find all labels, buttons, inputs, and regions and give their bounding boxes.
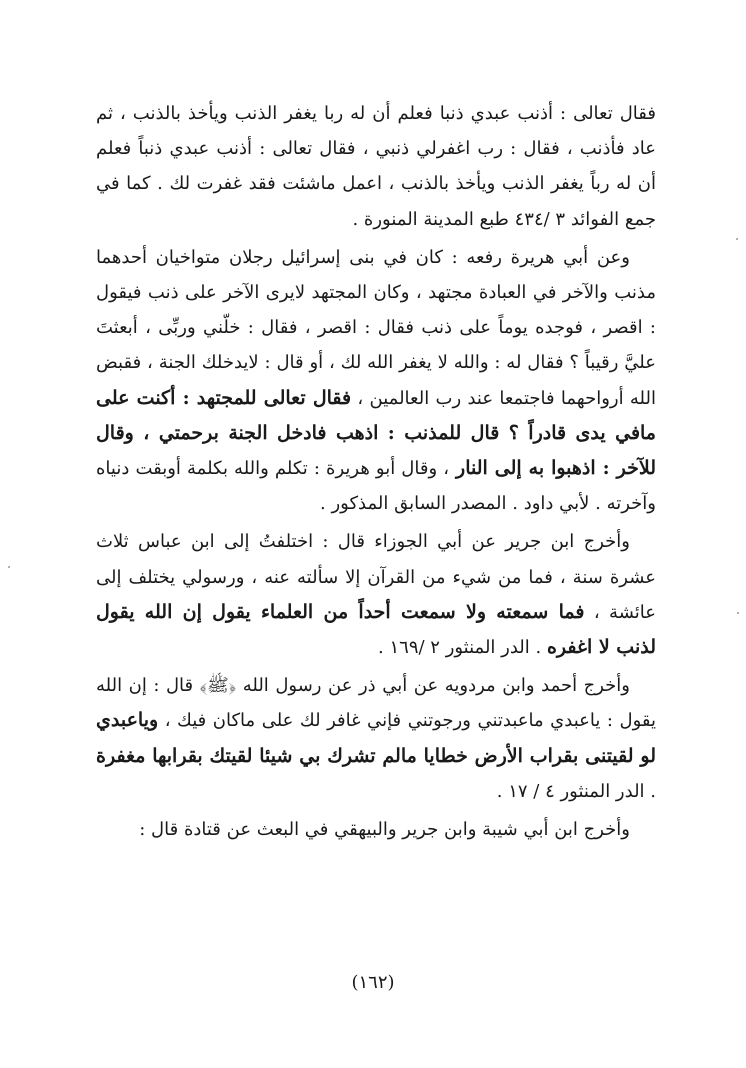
page-number: (١٦٢) [351, 972, 395, 993]
scan-speck [736, 238, 738, 240]
paragraph-3-text-a: وأخرج ابن جرير عن أبي الجوزاء قال : اختلفتُ إلى ابن عباس ثلاث عشرة سنة ، فما من شيء من القرآن إلا سألته عنه ، ورسولي يختلف إلى عائشة ، [96, 531, 656, 623]
paragraph-2 [96, 240, 656, 522]
paragraph-3 [96, 524, 656, 665]
paragraph-5 [96, 812, 656, 847]
paragraph-4-text-b: . الدر المنثور ٤ / ١٧ . [496, 780, 656, 802]
scan-speck [8, 566, 10, 568]
paragraph-2-text-b: ، وقال أبو هريرة : تكلم والله بكلمة أوبقت دنياه وآخرته . لأبي داود . المصدر السابق المذكور . [96, 458, 656, 515]
paragraph-2-text-a: وعن أبي هريرة رفعه : كان في بنى إسرائيل رجلان متواخيان أحدهما مذنب والآخر في العبادة مجتهد ، وكان المجتهد لايرى الآخر على ذنب فيقول : اقصر ، فوجده يوماً على ذنب فقال : اقصر ، فقال : خلّني وربِّى ، أبعثتَ عليَّ رقيباً ؟ فقال له : والله لا يغفر الله لك ، أو قال : لايدخلك الجنة ، فقبض الله أرواحهما فاجتمعا عند رب العالمين ، [96, 246, 656, 409]
paragraph-2-bold-text: فقال تعالى للمجتهد : أكنت على مافي يدى قادراً ؟ قال للمذنب : اذهب فادخل الجنة برحمتي ، وقال للآخر : اذهبوا به إلى النار [96, 386, 656, 480]
paragraph-3-bold-text: فما سمعته ولا سمعت أحداً من العلماء يقول إن الله يقول لذنب لا اغفره [96, 600, 656, 659]
paragraph-4-text-a: وأخرج أحمد وابن مردويه عن أبي ذر عن رسول الله ﴿ﷺ﴾ قال : إن الله يقول : ياعبدي ماعبدتني ورجوتني فإني غافر لك على ماكان فيك ، [96, 675, 656, 732]
paragraph-5-text: وأخرج ابن أبي شيبة وابن جرير والبيهقي في البعث عن قتادة قال : [139, 819, 630, 841]
paragraph-4 [96, 668, 656, 809]
paragraph-4-bold-text: وياعبدي لو لقيتنى بقراب الأرض خطايا مالم تشرك بي شيئا لقيتك بقرابها مغفرة [96, 709, 656, 767]
paragraph-1 [96, 96, 656, 237]
body-text [96, 96, 656, 847]
paragraph-1-text: فقال تعالى : أذنب عبدي ذنبا فعلم أن له ربا يغفر الذنب ويأخذ بالذنب ، ثم عاد فأذنب ، فقال : رب اغفرلي ذنبي ، فقال تعالى : أذنب عبدي ذنباً فعلم أن له رباً يغفر الذنب ويأخذ بالذنب ، اعمل ماشئت فقد غفرت لك . كما في جمع الفوائد ٣ /٤٣٤ طبع المدينة المنورة . [96, 103, 656, 230]
scan-speck [737, 612, 739, 614]
paragraph-3-text-b: . الدر المنثور ٢ /١٦٩ . [378, 637, 547, 659]
